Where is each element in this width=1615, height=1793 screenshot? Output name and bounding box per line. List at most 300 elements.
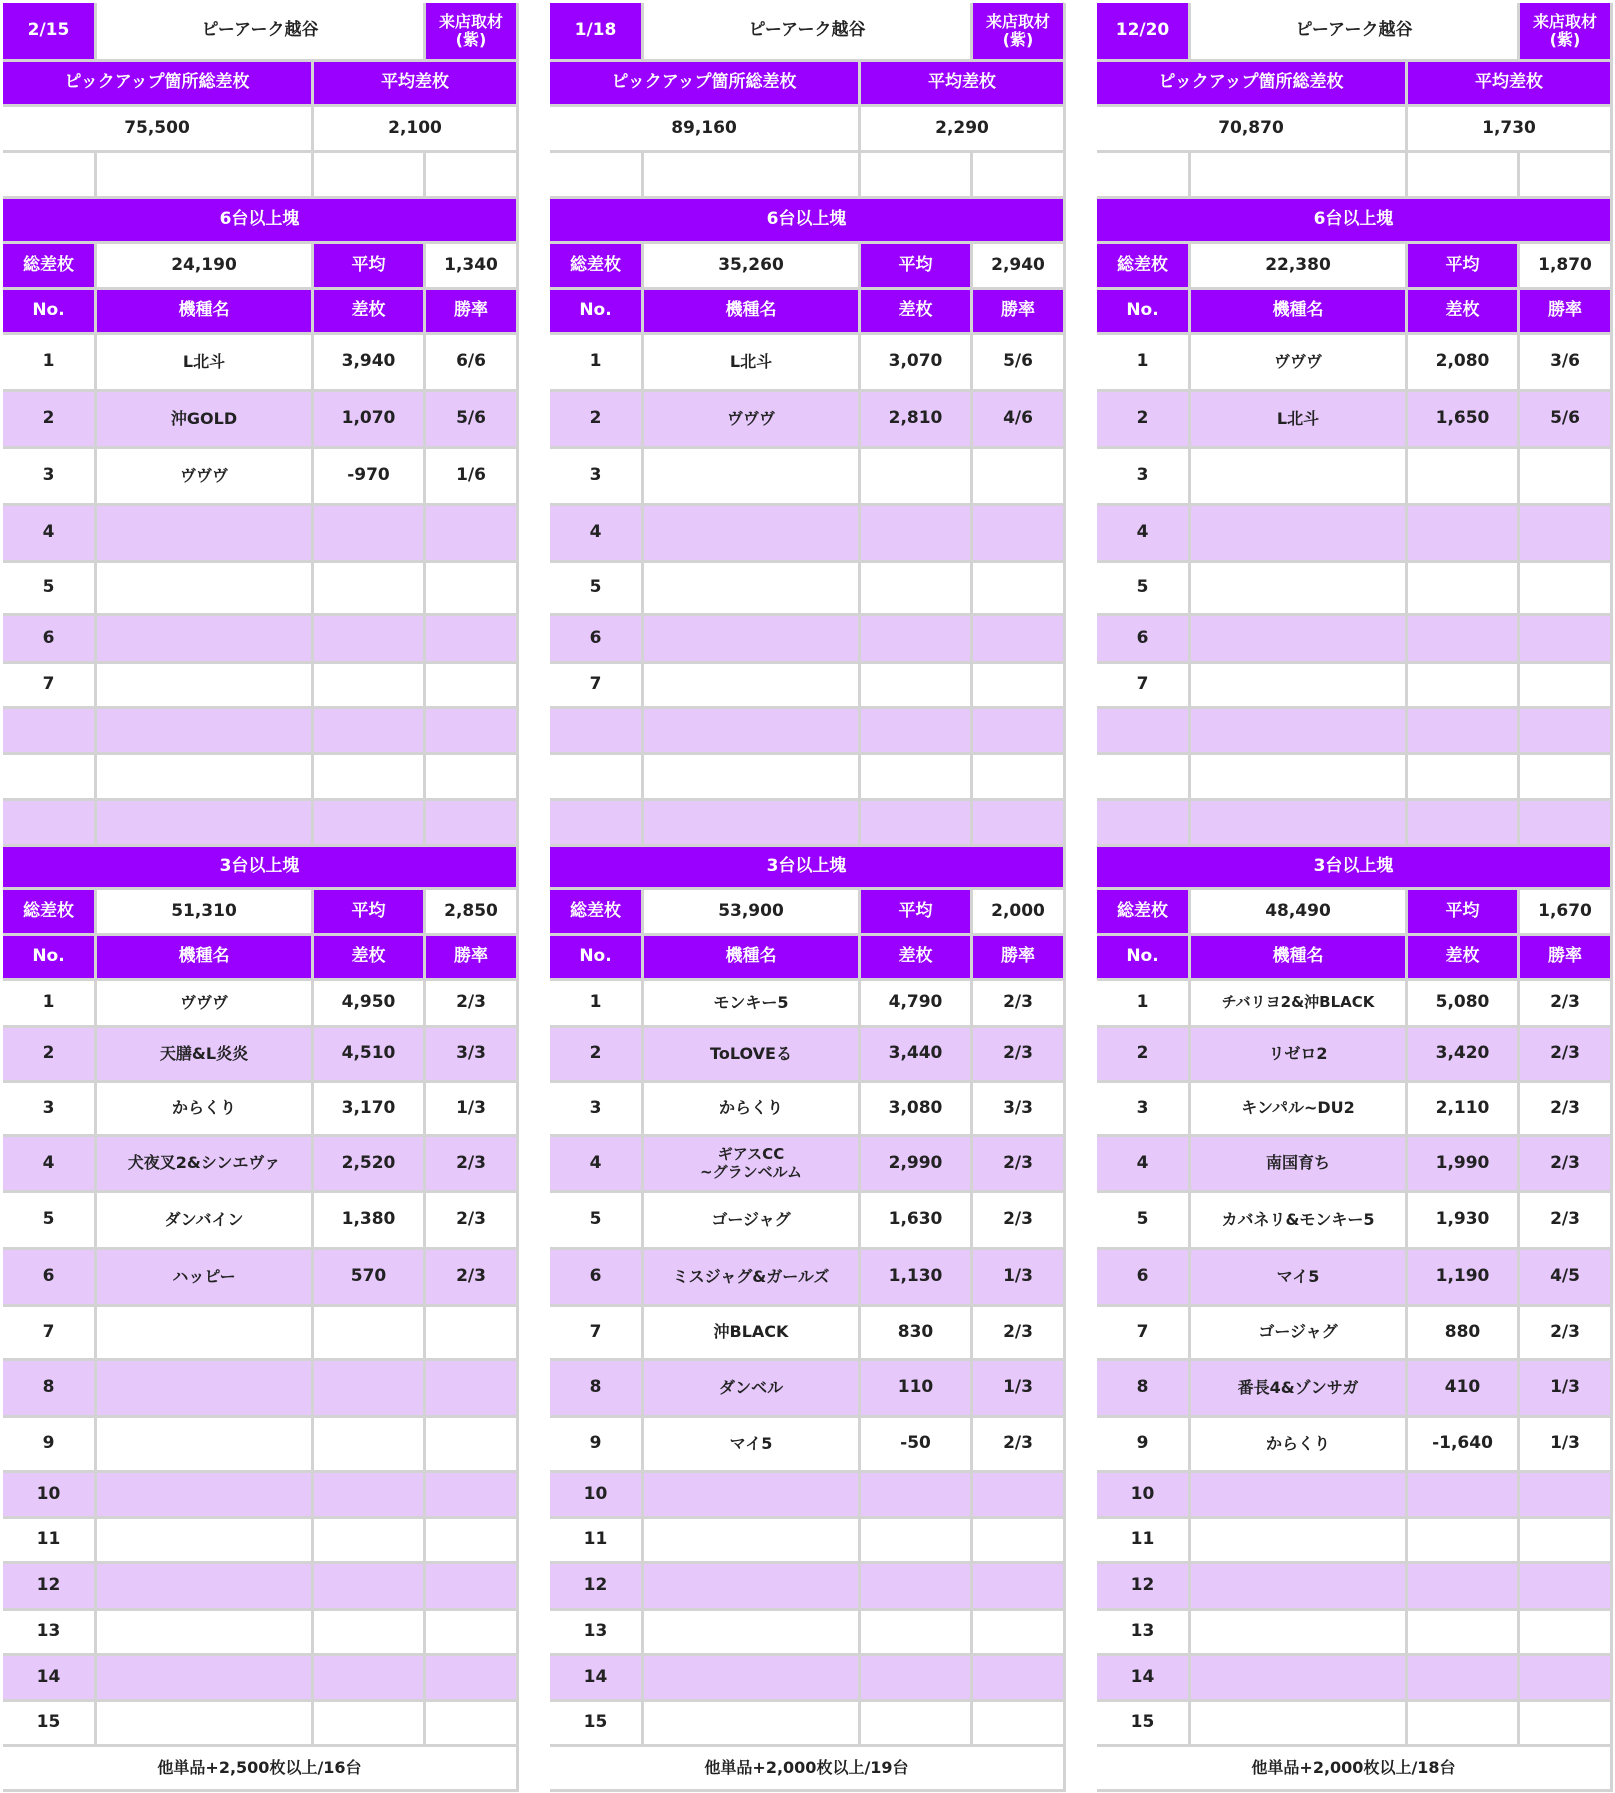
row-win-rate: 2/3 <box>973 1307 1063 1358</box>
blank-cell <box>3 153 94 196</box>
row-diff <box>861 709 970 752</box>
three-total-label: 総差枚 <box>3 890 94 933</box>
row-diff: 1,380 <box>314 1193 423 1247</box>
row-machine-name: チバリヨ2&沖BLACK <box>1191 981 1405 1025</box>
row-win-rate <box>426 506 516 560</box>
row-win-rate: 2/3 <box>1520 1307 1610 1358</box>
store-name: ピーアーク越谷 <box>97 3 423 59</box>
row-win-rate <box>973 449 1063 503</box>
three-section-title: 3台以上塊 <box>550 847 1063 887</box>
row-no: 11 <box>3 1519 94 1561</box>
row-win-rate: 1/3 <box>426 1083 516 1134</box>
three-avg-label: 平均 <box>861 890 970 933</box>
row-win-rate <box>1520 1564 1610 1608</box>
row-no: 7 <box>1097 664 1188 706</box>
row-win-rate: 2/3 <box>973 1137 1063 1190</box>
row-win-rate: 5/6 <box>1520 392 1610 446</box>
blank-cell <box>97 153 311 196</box>
six-total-label: 総差枚 <box>550 244 641 287</box>
row-no <box>3 709 94 752</box>
row-diff <box>314 1473 423 1516</box>
row-diff <box>314 1656 423 1699</box>
row-machine-name <box>644 563 858 613</box>
row-diff <box>1408 616 1517 661</box>
row-win-rate: 1/6 <box>426 449 516 503</box>
row-win-rate <box>973 563 1063 613</box>
row-diff <box>1408 449 1517 503</box>
row-machine-name <box>644 801 858 844</box>
row-no: 4 <box>1097 1137 1188 1190</box>
six-avg-label: 平均 <box>314 244 423 287</box>
row-win-rate <box>1520 616 1610 661</box>
row-diff <box>1408 1702 1517 1744</box>
blank-cell <box>644 153 858 196</box>
col-header-no: No. <box>550 290 641 332</box>
row-machine-name: カバネリ&モンキー5 <box>1191 1193 1405 1247</box>
store-name: ピーアーク越谷 <box>1191 3 1517 59</box>
row-no: 2 <box>1097 392 1188 446</box>
row-diff <box>314 1307 423 1358</box>
row-win-rate <box>1520 506 1610 560</box>
row-no: 1 <box>550 335 641 389</box>
three-total-label: 総差枚 <box>550 890 641 933</box>
row-win-rate <box>1520 801 1610 844</box>
row-machine-name <box>644 709 858 752</box>
row-no: 2 <box>3 392 94 446</box>
row-no: 7 <box>3 664 94 706</box>
row-win-rate: 4/6 <box>973 392 1063 446</box>
col-header-no: No. <box>1097 936 1188 978</box>
row-machine-name <box>644 664 858 706</box>
row-machine-name: ヴヴヴ <box>1191 335 1405 389</box>
row-win-rate: 5/6 <box>973 335 1063 389</box>
col-header-machine: 機種名 <box>97 936 311 978</box>
row-win-rate <box>426 1702 516 1744</box>
row-diff <box>1408 1473 1517 1516</box>
three-section-title: 3台以上塊 <box>1097 847 1610 887</box>
row-machine-name: ゴージャグ <box>1191 1307 1405 1358</box>
row-win-rate <box>426 755 516 798</box>
row-diff: 880 <box>1408 1307 1517 1358</box>
row-no: 3 <box>1097 449 1188 503</box>
col-header-machine: 機種名 <box>644 290 858 332</box>
row-machine-name: 番長4&ゾンサガ <box>1191 1361 1405 1415</box>
row-win-rate: 1/3 <box>973 1250 1063 1304</box>
row-win-rate <box>973 1656 1063 1699</box>
row-win-rate <box>426 1307 516 1358</box>
row-machine-name: 犬夜叉2&シンエヴァ <box>97 1137 311 1190</box>
col-header-win: 勝率 <box>1520 290 1610 332</box>
row-diff <box>1408 1564 1517 1608</box>
row-no <box>1097 801 1188 844</box>
row-machine-name <box>1191 709 1405 752</box>
row-win-rate <box>426 1361 516 1415</box>
pickup-avg-header: 平均差枚 <box>1408 62 1610 104</box>
row-diff: 3,170 <box>314 1083 423 1134</box>
row-diff: 3,070 <box>861 335 970 389</box>
six-section-title: 6台以上塊 <box>3 199 516 241</box>
row-no: 2 <box>3 1028 94 1080</box>
row-machine-name: からくり <box>1191 1418 1405 1470</box>
row-win-rate: 2/3 <box>1520 1083 1610 1134</box>
reporter-badge: 来店取材 (紫) <box>973 3 1063 59</box>
six-total-value: 22,380 <box>1191 244 1405 287</box>
six-avg-label: 平均 <box>1408 244 1517 287</box>
footer-note: 他単品+2,500枚以上/16台 <box>3 1747 516 1789</box>
row-win-rate <box>973 1473 1063 1516</box>
row-machine-name: キンパル~DU2 <box>1191 1083 1405 1134</box>
row-no <box>550 709 641 752</box>
row-no: 5 <box>550 1193 641 1247</box>
row-no: 14 <box>1097 1656 1188 1699</box>
pickup-total-header: ピックアップ箇所総差枚 <box>1097 62 1405 104</box>
row-machine-name <box>644 1564 858 1608</box>
row-machine-name <box>1191 1473 1405 1516</box>
col-header-win: 勝率 <box>1520 936 1610 978</box>
row-win-rate <box>1520 449 1610 503</box>
row-diff: 2,110 <box>1408 1083 1517 1134</box>
row-no: 6 <box>550 1250 641 1304</box>
row-machine-name: 天膳&L炎炎 <box>97 1028 311 1080</box>
blank-cell <box>1408 153 1517 196</box>
three-avg-label: 平均 <box>1408 890 1517 933</box>
row-no: 1 <box>3 981 94 1025</box>
blank-cell <box>550 153 641 196</box>
row-win-rate: 2/3 <box>973 1193 1063 1247</box>
footer-note: 他単品+2,000枚以上/19台 <box>550 1747 1063 1789</box>
row-diff <box>314 1702 423 1744</box>
row-no: 9 <box>550 1418 641 1470</box>
blank-cell <box>426 153 516 196</box>
row-no: 5 <box>550 563 641 613</box>
row-win-rate <box>973 755 1063 798</box>
row-diff: -50 <box>861 1418 970 1470</box>
row-machine-name <box>644 1702 858 1744</box>
six-avg-value: 1,870 <box>1520 244 1610 287</box>
row-no: 6 <box>3 1250 94 1304</box>
row-diff <box>861 755 970 798</box>
row-diff: 1,130 <box>861 1250 970 1304</box>
row-diff <box>1408 1519 1517 1561</box>
row-diff <box>314 1418 423 1470</box>
row-win-rate <box>426 1656 516 1699</box>
pickup-avg-value: 2,100 <box>314 107 516 150</box>
row-machine-name: マイ5 <box>1191 1250 1405 1304</box>
row-diff <box>314 664 423 706</box>
row-machine-name: ハッピー <box>97 1250 311 1304</box>
row-machine-name: L北斗 <box>644 335 858 389</box>
row-win-rate: 2/3 <box>426 1193 516 1247</box>
row-win-rate: 1/3 <box>973 1361 1063 1415</box>
row-diff <box>861 1702 970 1744</box>
row-machine-name <box>97 1611 311 1653</box>
row-win-rate <box>1520 1702 1610 1744</box>
row-machine-name <box>1191 664 1405 706</box>
row-no: 3 <box>3 449 94 503</box>
six-avg-value: 2,940 <box>973 244 1063 287</box>
row-machine-name <box>644 1473 858 1516</box>
row-diff <box>861 801 970 844</box>
row-no: 4 <box>3 506 94 560</box>
row-no: 15 <box>3 1702 94 1744</box>
row-machine-name <box>97 1656 311 1699</box>
row-no <box>550 801 641 844</box>
row-win-rate <box>426 616 516 661</box>
row-machine-name: ゴージャグ <box>644 1193 858 1247</box>
three-avg-label: 平均 <box>314 890 423 933</box>
row-win-rate: 6/6 <box>426 335 516 389</box>
row-win-rate <box>426 1418 516 1470</box>
pickup-total-header: ピックアップ箇所総差枚 <box>550 62 858 104</box>
row-win-rate <box>973 1564 1063 1608</box>
row-diff <box>861 1473 970 1516</box>
row-win-rate: 2/3 <box>1520 981 1610 1025</box>
date-cell: 12/20 <box>1097 3 1188 59</box>
row-diff <box>861 449 970 503</box>
row-diff: 1,990 <box>1408 1137 1517 1190</box>
col-header-win: 勝率 <box>426 936 516 978</box>
row-win-rate: 1/3 <box>1520 1361 1610 1415</box>
row-no: 8 <box>550 1361 641 1415</box>
row-machine-name <box>97 1702 311 1744</box>
row-machine-name <box>97 506 311 560</box>
row-no: 14 <box>3 1656 94 1699</box>
six-total-value: 24,190 <box>97 244 311 287</box>
row-diff <box>1408 563 1517 613</box>
blank-cell <box>1520 153 1610 196</box>
row-win-rate <box>973 506 1063 560</box>
row-machine-name <box>644 616 858 661</box>
row-no: 1 <box>1097 981 1188 1025</box>
row-machine-name <box>1191 449 1405 503</box>
three-avg-value: 2,000 <box>973 890 1063 933</box>
row-machine-name: リゼロ2 <box>1191 1028 1405 1080</box>
row-no: 9 <box>3 1418 94 1470</box>
row-no <box>3 755 94 798</box>
row-no: 10 <box>3 1473 94 1516</box>
row-diff: 3,940 <box>314 335 423 389</box>
row-win-rate <box>973 1702 1063 1744</box>
row-win-rate <box>426 1473 516 1516</box>
row-machine-name <box>1191 1519 1405 1561</box>
row-diff: 3,420 <box>1408 1028 1517 1080</box>
row-diff: 3,080 <box>861 1083 970 1134</box>
row-no: 5 <box>1097 563 1188 613</box>
row-win-rate <box>426 709 516 752</box>
row-win-rate <box>1520 755 1610 798</box>
row-no: 13 <box>1097 1611 1188 1653</box>
row-win-rate <box>973 1611 1063 1653</box>
three-avg-value: 1,670 <box>1520 890 1610 933</box>
row-no <box>3 801 94 844</box>
row-win-rate <box>1520 1519 1610 1561</box>
row-win-rate: 2/3 <box>426 1137 516 1190</box>
row-no: 15 <box>550 1702 641 1744</box>
row-win-rate <box>1520 1656 1610 1699</box>
row-diff <box>314 616 423 661</box>
six-avg-label: 平均 <box>861 244 970 287</box>
row-machine-name <box>97 664 311 706</box>
row-machine-name <box>97 709 311 752</box>
row-diff <box>1408 664 1517 706</box>
row-diff: 1,650 <box>1408 392 1517 446</box>
row-no: 14 <box>550 1656 641 1699</box>
row-machine-name: ヴヴヴ <box>97 981 311 1025</box>
three-total-value: 53,900 <box>644 890 858 933</box>
row-win-rate <box>426 1611 516 1653</box>
row-no: 1 <box>550 981 641 1025</box>
col-header-win: 勝率 <box>973 290 1063 332</box>
row-diff: 2,990 <box>861 1137 970 1190</box>
row-win-rate: 2/3 <box>973 1418 1063 1470</box>
row-no: 6 <box>1097 1250 1188 1304</box>
row-win-rate: 1/3 <box>1520 1418 1610 1470</box>
row-machine-name: モンキー5 <box>644 981 858 1025</box>
row-machine-name: 沖BLACK <box>644 1307 858 1358</box>
three-total-value: 48,490 <box>1191 890 1405 933</box>
row-machine-name <box>1191 1702 1405 1744</box>
row-win-rate <box>426 563 516 613</box>
row-win-rate: 2/3 <box>1520 1028 1610 1080</box>
col-header-machine: 機種名 <box>1191 936 1405 978</box>
row-no: 10 <box>550 1473 641 1516</box>
reporter-badge: 来店取材 (紫) <box>426 3 516 59</box>
row-no: 5 <box>3 563 94 613</box>
row-win-rate: 2/3 <box>1520 1137 1610 1190</box>
row-diff <box>861 1656 970 1699</box>
six-section-title: 6台以上塊 <box>1097 199 1610 241</box>
row-machine-name <box>97 1564 311 1608</box>
row-win-rate <box>973 709 1063 752</box>
row-win-rate <box>973 616 1063 661</box>
col-header-no: No. <box>3 936 94 978</box>
row-machine-name: L北斗 <box>1191 392 1405 446</box>
row-no: 4 <box>1097 506 1188 560</box>
row-win-rate <box>1520 1473 1610 1516</box>
col-header-machine: 機種名 <box>1191 290 1405 332</box>
row-no: 4 <box>550 506 641 560</box>
col-header-diff: 差枚 <box>1408 936 1517 978</box>
row-machine-name <box>97 801 311 844</box>
row-diff <box>861 1519 970 1561</box>
six-section-title: 6台以上塊 <box>550 199 1063 241</box>
row-no: 6 <box>3 616 94 661</box>
row-win-rate <box>426 664 516 706</box>
row-machine-name: 沖GOLD <box>97 392 311 446</box>
col-header-win: 勝率 <box>973 936 1063 978</box>
row-no: 2 <box>550 1028 641 1080</box>
row-no: 7 <box>550 1307 641 1358</box>
pickup-total-value: 70,870 <box>1097 107 1405 150</box>
blank-cell <box>973 153 1063 196</box>
row-win-rate <box>1520 1611 1610 1653</box>
col-header-win: 勝率 <box>426 290 516 332</box>
three-total-label: 総差枚 <box>1097 890 1188 933</box>
row-win-rate: 4/5 <box>1520 1250 1610 1304</box>
row-diff <box>1408 755 1517 798</box>
row-machine-name <box>644 1611 858 1653</box>
row-no: 12 <box>3 1564 94 1608</box>
row-no: 3 <box>550 449 641 503</box>
col-header-diff: 差枚 <box>861 290 970 332</box>
row-diff <box>314 1519 423 1561</box>
col-header-diff: 差枚 <box>1408 290 1517 332</box>
row-machine-name <box>97 1473 311 1516</box>
row-no: 8 <box>3 1361 94 1415</box>
date-cell: 2/15 <box>3 3 94 59</box>
row-win-rate <box>426 1519 516 1561</box>
row-no: 11 <box>550 1519 641 1561</box>
col-header-no: No. <box>3 290 94 332</box>
row-machine-name <box>97 1519 311 1561</box>
pickup-total-header: ピックアップ箇所総差枚 <box>3 62 311 104</box>
blank-cell <box>1191 153 1405 196</box>
row-machine-name <box>644 449 858 503</box>
row-diff <box>861 506 970 560</box>
row-diff: -970 <box>314 449 423 503</box>
pickup-avg-value: 1,730 <box>1408 107 1610 150</box>
row-diff: 1,070 <box>314 392 423 446</box>
row-diff <box>314 563 423 613</box>
blank-cell <box>1097 153 1188 196</box>
pickup-avg-value: 2,290 <box>861 107 1063 150</box>
row-diff: 4,950 <box>314 981 423 1025</box>
col-header-no: No. <box>550 936 641 978</box>
row-diff <box>314 1611 423 1653</box>
row-no: 4 <box>3 1137 94 1190</box>
col-header-machine: 機種名 <box>644 936 858 978</box>
row-diff: 1,630 <box>861 1193 970 1247</box>
row-no: 11 <box>1097 1519 1188 1561</box>
col-header-diff: 差枚 <box>314 290 423 332</box>
row-no <box>1097 709 1188 752</box>
row-no: 5 <box>1097 1193 1188 1247</box>
row-no: 8 <box>1097 1361 1188 1415</box>
row-diff <box>314 801 423 844</box>
row-machine-name <box>1191 1656 1405 1699</box>
row-no: 5 <box>3 1193 94 1247</box>
col-header-diff: 差枚 <box>861 936 970 978</box>
row-machine-name <box>1191 563 1405 613</box>
row-no: 13 <box>550 1611 641 1653</box>
row-no: 2 <box>1097 1028 1188 1080</box>
row-win-rate <box>426 801 516 844</box>
footer-note: 他単品+2,000枚以上/18台 <box>1097 1747 1610 1789</box>
row-diff <box>1408 709 1517 752</box>
row-diff <box>1408 1611 1517 1653</box>
row-diff <box>314 1564 423 1608</box>
row-win-rate: 3/6 <box>1520 335 1610 389</box>
row-machine-name: ダンバイン <box>97 1193 311 1247</box>
col-header-no: No. <box>1097 290 1188 332</box>
row-no <box>550 755 641 798</box>
row-diff <box>314 1361 423 1415</box>
row-machine-name: ミスジャグ&ガールズ <box>644 1250 858 1304</box>
row-machine-name: ヴヴヴ <box>644 392 858 446</box>
pickup-avg-header: 平均差枚 <box>861 62 1063 104</box>
row-no: 10 <box>1097 1473 1188 1516</box>
row-no: 1 <box>1097 335 1188 389</box>
row-diff <box>861 563 970 613</box>
row-diff: 5,080 <box>1408 981 1517 1025</box>
row-no: 7 <box>1097 1307 1188 1358</box>
row-diff: 830 <box>861 1307 970 1358</box>
row-win-rate <box>1520 563 1610 613</box>
row-no: 3 <box>1097 1083 1188 1134</box>
row-no: 3 <box>3 1083 94 1134</box>
row-no: 12 <box>550 1564 641 1608</box>
row-diff <box>861 664 970 706</box>
